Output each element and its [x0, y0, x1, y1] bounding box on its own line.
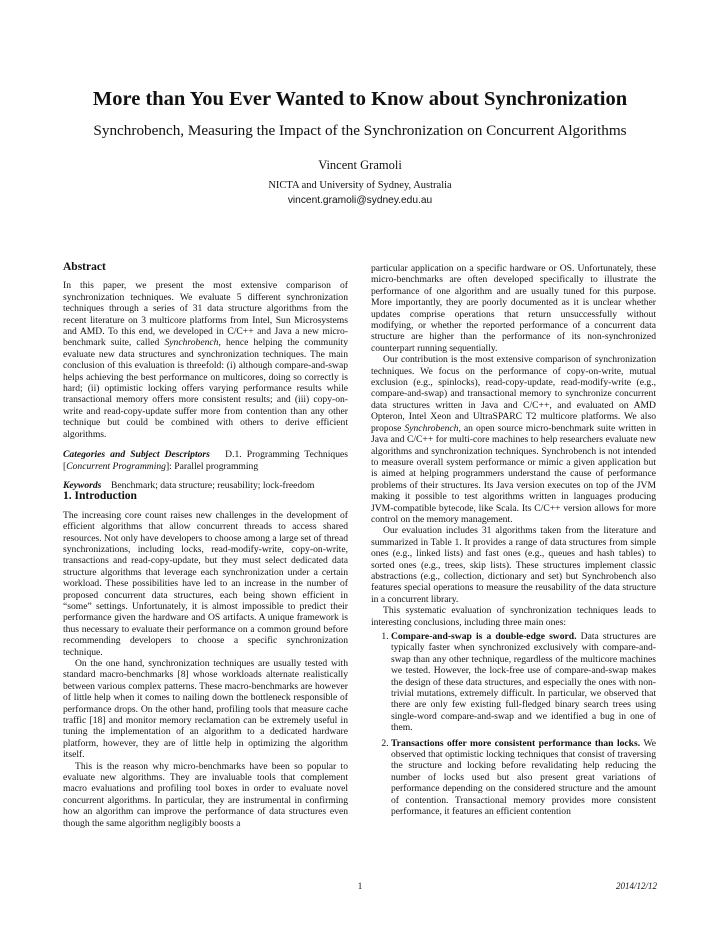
introduction-heading: 1. Introduction [63, 490, 137, 503]
footer-date: 2014/12/12 [615, 881, 657, 891]
paper-title: More than You Ever Wanted to Know about Synchronization [92, 88, 628, 110]
categories-text-b: ]: Parallel programming [165, 460, 259, 472]
list-item-text: We observed that optimistic locking techniques that consist of traversing the structure and locking before revalidating help reducing the number of locks used but also present great variations of performance depending on the considered structure and the amount of contention. Transactional memory provides more consistent performance, it features an efficient contention [391, 737, 656, 818]
intro-p5-text-b: , an open source micro-benchmark suite written in Java and C/C++ for multi-core machines to help researchers evaluate new algorithms and synchronization techniques. Synchrobench is not intended to measure overall system performance or mimic a given application but is aimed at helping programmers understand the cause of performance problems of their structures. Its Java version executes on top of the JVM making it possible to test algorithms written in languages producing JVM-compatible bytecode, like Scala. Its C/C++ version allows for more control on the memory management. [371, 422, 656, 525]
intro-paragraph-3: This is the reason why micro-benchmarks have been so popular to evaluate new algorithms. They are invaluable tools that complement macro evaluations and profiling tool boxes in order to evaluate novel concurrent algorithms. In particular, they are instrumental in confirming how an algorithm can improve the performance of data structures even though the same algorithm negligibly boosts a [63, 760, 348, 829]
list-item-title: Transactions offer more consistent performance than locks. [391, 737, 641, 749]
intro-paragraph-2: On the one hand, synchronization techniques are usually tested with standard macro-benchmarks [8] whose workloads alternate realistically between various complex patterns. These macro-benchmarks are however of little help when it comes to nailing down the bottleneck responsible of performance drops. On the other hand, profiling tools that measure cache traffic [18] and monitor memory reclamation can be extremely useful in tuning the implementation of an algorithm to a dedicated hardware platform, however, they are of little help in optimizing the algorithm itself. [63, 658, 348, 761]
categories-emphasis: Concurrent Programming [66, 460, 166, 472]
intro-paragraph-1: The increasing core count raises new challenges in the development of efficient algorithms that allow concurrent threads to access shared resources. Not only have developers to choose among a large set of thread synchronizations, including locks, read-modify-write, copy-on-write, transactions and read-copy-update, but they must select dedicated data structure algorithms that leverage each synchronization under a certain workload. These possibilities have led to an increase in the number of proposed concurrent data structures, each being shown efficient in “some” settings. Unfortunately, it is almost impossible to predict their performance given the hardware and OS artifacts. A unique framework is thus necessary to evaluate their performance on a common ground before recommending developers to choose a specific synchronization technique. [63, 509, 348, 658]
paper-subtitle: Synchrobench, Measuring the Impact of the Synchronization on Concurrent Algorithms [93, 122, 627, 139]
right-column [371, 263, 656, 822]
intro-paragraph-4: particular application on a specific hardware or OS. Unfortunately, these micro-benchmarks are often developed specifically to illustrate the performance of one algorithm and are usually tuned for this purpose. More importantly, they are poorly documented as it is unclear whether updates comprise operations that return unsuccessfully without modifying, or whether the reported performance of a concurrent data structure are higher than the performance of its non-synchronized counterpart running sequentially. [371, 263, 656, 354]
abstract-heading: Abstract [63, 261, 106, 273]
abstract-text-a: In this paper, we present the most extensive comparison of synchronization techniques. We evaluate 5 different synchronization techniques through a series of 31 data structure algorithms from the recent literature on 3 multicore platforms from Intel, Sun Microsystems and AMD. To this end, we developed in C/C++ and Java a new micro-benchmark suite, called [63, 280, 348, 349]
abstract-paragraph [63, 280, 348, 440]
conclusions-list [371, 631, 656, 818]
categories-line [63, 449, 348, 472]
author-email: vincent.gramoli@sydney.edu.au [287, 195, 433, 206]
list-item [391, 738, 656, 818]
author-name: Vincent Gramoli [318, 158, 402, 172]
list-item [391, 631, 656, 734]
intro-p5-emphasis: Synchrobench [404, 422, 459, 434]
categories-label: Categories and Subject Descriptors [63, 449, 210, 461]
list-item-text: Data structures are typically faster when synchronized exclusively with compare-and-swap than any other technique, regardless of the multicore machines we tested. However, the lock-free use of compare-and-swap makes the design of these data structures, and especially the ones with non-trivial mutations, extremely difficult. In particular, we observed that there are only few existing full-fledged binary search trees using single-word compare-and-swap and we identified a bug in one of them. [391, 631, 656, 734]
abstract-text-b: , hence helping the community evaluate new data structures and synchronization techniques. The main conclusion of this evaluation is threefold: (i) although compare-and-swap helps achieving the best performance on multicores, doing so correctly is hard; (ii) optimistic locking offers varying performance results while transactional memory offers more consistent results; and (iii) copy-on-write and read-copy-update suffer more from contention than any other technique but could be combined with others to derive efficient algorithms. [63, 337, 348, 440]
intro-paragraph-6: Our evaluation includes 31 algorithms taken from the literature and summarized in Table 1. It provides a range of data structures from simple ones (e.g., linked lists) and fast ones (e.g., queues and hash tables) to sorted ones (e.g., trees, skip lists). These structures implement classic abstractions (e.g., collection, dictionary and set) but Synchrobench also features special operations to measure the reusability of the data structure in a concurrent library. [371, 525, 656, 605]
keywords-label: Keywords [63, 479, 102, 491]
intro-paragraph-7: This systematic evaluation of synchronization techniques leads to interesting conclusions, including three main ones: [371, 605, 656, 628]
categories-text-a: D.1. Programming Techniques [ [63, 449, 348, 472]
abstract-emphasis: Synchrobench [164, 337, 219, 349]
intro-paragraph-5 [371, 354, 656, 525]
page-number: 1 [357, 881, 363, 891]
list-item-title: Compare-and-swap is a double-edge sword. [391, 631, 577, 642]
author-affiliation: NICTA and University of Sydney, Australia [268, 180, 452, 191]
left-column [63, 262, 348, 829]
intro-p5-text-a: Our contribution is the most extensive comparison of synchronization techniques. We focus on the performance of copy-on-write, mutual exclusion (e.g., spinlocks), read-copy-update, read-modify-write (e.g., compare-and-swap) and transactional memory to synchronize concurrent data structures written in Java and C/C++, and evaluated on AMD Opteron, Intel Xeon and UltraSPARC T2 multicore platforms. We also propose [371, 354, 656, 434]
keywords-text: Benchmark; data structure; reusability; lock-freedom [110, 479, 315, 491]
